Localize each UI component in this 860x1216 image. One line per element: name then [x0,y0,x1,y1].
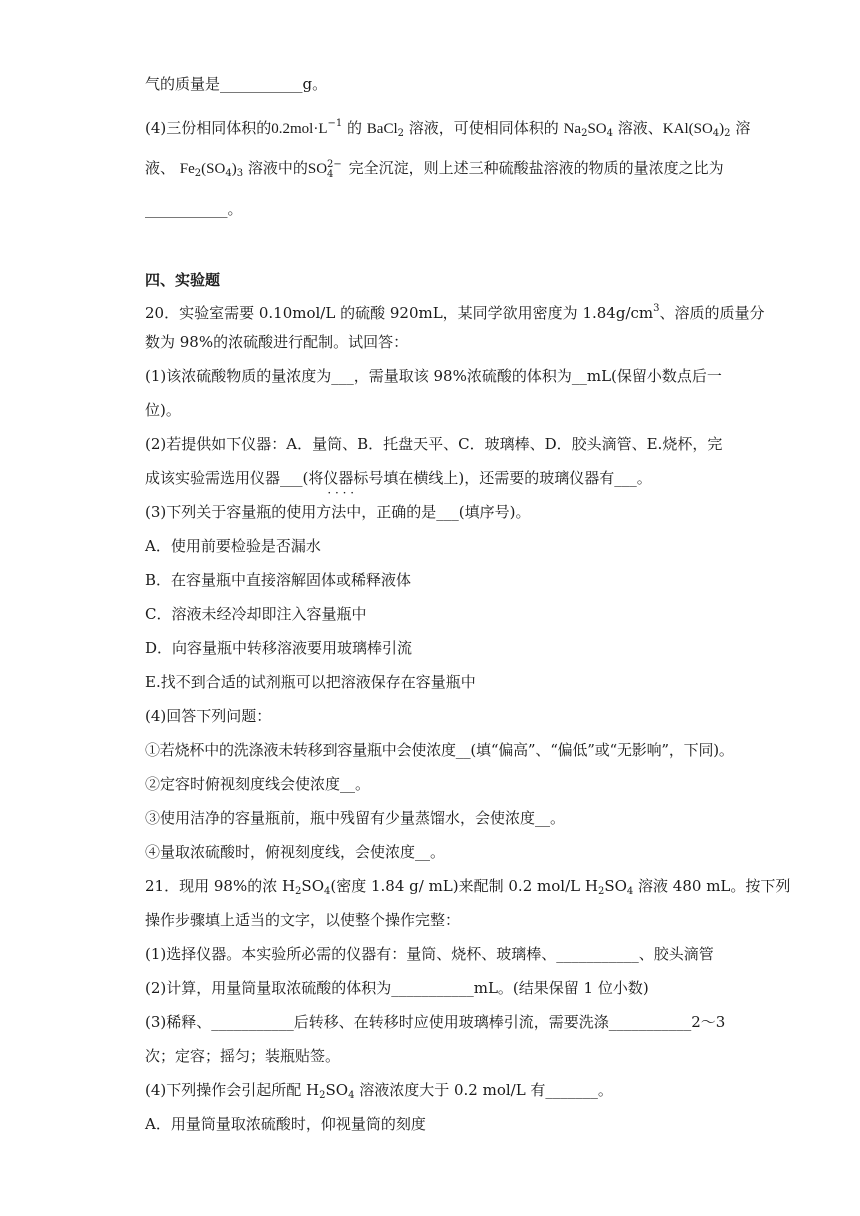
ion-charge [327,160,342,180]
subscript: 2 [597,886,605,897]
text-span: 完全沉淀，则上述三种硫酸盐溶液的物质的量浓度之比为 [343,159,724,177]
subscript: 2 [397,128,405,139]
text-line: 气的质量是___________g。 [145,75,328,93]
option-c: C．溶液未经冷却即注入容量瓶中 [145,605,367,623]
subscript: 4 [606,128,613,139]
superscript: −1 [327,118,343,129]
subscript: 2 [581,128,588,139]
chem-text: Fe [179,161,195,177]
text-span: (4)下列操作会引起所配 H [145,1081,320,1099]
option-b: B．在容量瓶中直接溶解固体或稀释液体 [145,571,412,589]
subscript: 3 [236,168,244,179]
text-span: (4)三份相同体积的 [145,119,272,137]
subscript: 4 [324,886,331,897]
text-line [145,114,750,144]
question-20-line: 数为 98%的浓硫酸进行配制。试回答： [145,333,409,351]
question-20-line: (2)若提供如下仪器：A．量筒、B．托盘天平、C．玻璃棒、D．胶头滴管、E.烧杯，完 [145,435,723,453]
text-span: 填在横线上)，还需要的玻璃仪器有___。 [383,469,652,487]
question-21-line [145,1080,613,1106]
emphasized-text: 仪器标号 · · [323,469,383,487]
question-20-line: (3)下列关于容量瓶的使用方法中，正确的是___(填序号)。 [145,503,531,521]
text-span: 溶液、 [613,119,663,137]
chem-text: ) [719,121,725,137]
subscript: 2 [319,1090,326,1101]
superscript: 3 [653,303,660,314]
text-span: 成该实验需选用仪器___(将 [145,469,324,487]
subscript: 4 [225,168,232,179]
text-span: 的 [342,119,367,137]
text-span: 溶 [730,119,751,137]
text-span: 溶液中的 [243,159,308,177]
chem-text: (SO [201,161,226,177]
subscript: 4 [712,128,720,139]
subscript: 4 [348,1090,355,1101]
sub-question-1: ①若烧杯中的洗涤液未转移到容量瓶中会使浓度__(填“偏高”、“偏低”或“无影响”，下同)。 [145,741,734,759]
text-span: SO [604,877,627,895]
subscript: 2 [194,168,202,179]
question-21-line: (1)选择仪器。本实验所必需的仪器有：量筒、烧杯、玻璃棒、___________、胶头滴管 [145,945,714,963]
question-20-line [145,299,765,323]
option-a: A．使用前要检验是否漏水 [145,537,321,555]
sub-question-2: ②定容时俯视刻度线会使浓度__。 [145,775,371,793]
text-span: 20．实验室需要 0.10mol/L 的硫酸 920mL，某同学欲用密度为 1.84g/cm [145,304,654,322]
subscript: 4 [626,886,634,897]
subscript: 2 [295,886,302,897]
chem-text: SO [587,121,607,137]
question-20-line [145,468,652,488]
chem-text: KAl(SO [662,121,713,137]
superscript: 2− [327,159,342,170]
section-title: 四、实验题 [145,271,221,289]
question-21-line: 次；定容；摇匀；装瓶贴签。 [145,1047,341,1065]
option-e: E.找不到合适的试剂瓶可以把溶液保存在容量瓶中 [145,673,476,691]
option-a: A．用量筒量取浓硫酸时，仰视量筒的刻度 [145,1115,426,1133]
subscript: 4 [327,169,334,180]
question-21-line: (2)计算，用量筒量取浓硫酸的体积为___________mL。(结果保留 1 位小数) [145,979,649,997]
chem-text: SO [307,161,328,177]
chem-text: ) [231,161,237,177]
text-line [145,158,724,184]
text-span: SO [301,877,324,895]
text-span: 溶液浓度大于 0.2 mol/L 有_______。 [354,1081,613,1099]
sub-question-4: ④量取浓硫酸时，俯视刻度线，会使浓度__。 [145,843,446,861]
chem-text: Na [563,121,582,137]
chem-text: BaCl [366,121,398,137]
question-20-line: (4)回答下列问题： [145,707,272,725]
text-line: ___________。 [145,200,243,218]
text-span: SO [325,1081,349,1099]
chem-text: 0.2mol·L [271,121,328,137]
sub-question-3: ③使用洁净的容量瓶前，瓶中残留有少量蒸馏水，会使浓度__。 [145,809,566,827]
question-21-line: (3)稀释、___________后转移、在转移时应使用玻璃棒引流，需要洗涤___________2～3 [145,1013,726,1031]
subscript: 2 [724,128,731,139]
text-span: 溶液 480 mL。按下列 [633,877,791,895]
text-span: (密度 1.84 g/ mL)来配制 0.2 mol/L H [330,877,598,895]
option-d: D．向容量瓶中转移溶液要用玻璃棒引流 [145,639,413,657]
question-20-line: (1)该浓硫酸物质的量浓度为___，需量取该 98%浓硫酸的体积为__mL(保留小数点后一 [145,367,722,385]
question-21-line [145,876,790,902]
text-span: 溶液，可使相同体积的 [404,119,564,137]
text-span: 液、 [145,159,180,177]
text-span: 21．现用 98%的浓 H [145,877,296,895]
text-span: 、溶质的质量分 [659,304,765,322]
question-20-line: 位)。 [145,401,181,419]
question-21-line: 操作步骤填上适当的文字，以使整个操作完整： [145,911,461,929]
